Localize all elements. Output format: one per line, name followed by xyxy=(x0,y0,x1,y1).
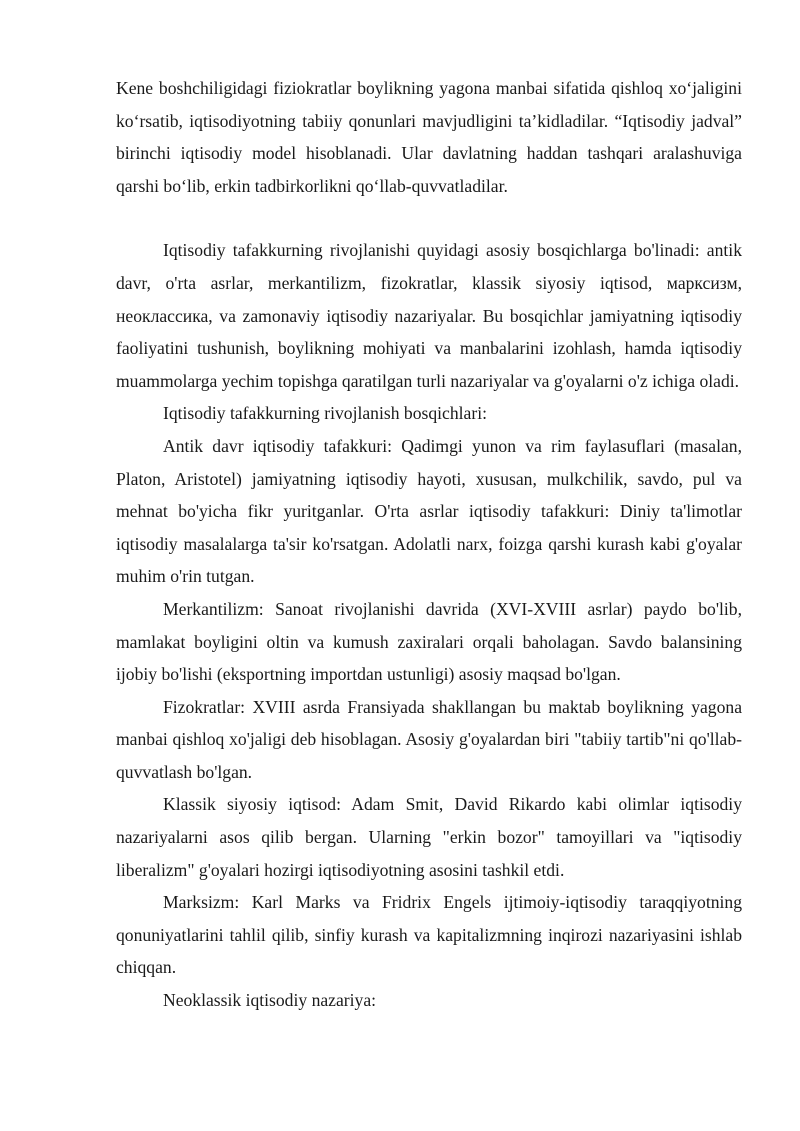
paragraph-stages-heading: Iqtisodiy tafakkurning rivojlanish bosqichlari: xyxy=(163,403,487,424)
paragraph-neoclassical: Neoklassik iqtisodiy nazariya: xyxy=(163,990,377,1011)
paragraph-antiquity: Antik davr iqtisodiy tafakkuri: Qadimgi yunon va rim faylasuflari (masalan, Platon, Aristotel) jamiyatning iqtisodiy hayoti, xususan, mulkchilik, savdo, pul va mehnat bo'yicha fikr yuritganlar. O'rta asrlar iqtisodiy tafakkuri: Diniy ta'limotlar iqtisodiy masalalarga ta'sir ko'rsatgan. Adolatli narx, foizga qarshi kurash kabi g'oyalar muhim o'rin tutgan. xyxy=(116,435,742,587)
paragraph-stages-overview: Iqtisodiy tafakkurning rivojlanishi quyidagi asosiy bosqichlarga bo'linadi: antik davr, o'rta asrlar, merkantilizm, fizokratlar, klassik siyosiy iqtisod, марксизм, неоклассика, va zamonaviy iqtisodiy nazariyalar. Bu bosqichlar jamiyatning iqtisodiy faoliyatini tushunish, boylikning mohiyati va manbalarini izohlash, hamda iqtisodiy muammolarga yechim topishga qaratilgan turli nazariyalar va g'oyalarni o'z ichiga oladi. xyxy=(116,240,742,391)
paragraph-physiocrats-intro: Kene boshchiligidagi fiziokratlar boylikning yagona manbai sifatida qishloq xo‘jaligini ko‘rsatib, iqtisodiyotning tabiiy qonunlari mavjudligini ta’kidladilar. “Iqtisodiy jadval” birinchi iqtisodiy model hisoblanadi. Ular davlatning haddan tashqari aralashuviga qarshi bo‘lib, erkin tadbirkorlikni qo‘llab-quvvatladilar. xyxy=(116,78,742,196)
paragraph-classical-economy: Klassik siyosiy iqtisod: Adam Smit, David Rikardo kabi olimlar iqtisodiy nazariyalarni asos qilib bergan. Ularning "erkin bozor" tamoyillari va "iqtisodiy liberalizm" g'oyalari hozirgi iqtisodiyotning asosini tashkil etdi. xyxy=(116,794,742,880)
document-page xyxy=(116,72,742,1017)
paragraph-physiocrats: Fizokratlar: XVIII asrda Fransiyada shakllangan bu maktab boylikning yagona manbai qishloq xo'jaligi deb hisoblagan. Asosiy g'oyalardan biri "tabiiy tartib"ni qo'llab-quvvatlash bo'lgan. xyxy=(116,696,742,782)
paragraph-mercantilism: Merkantilizm: Sanoat rivojlanishi davrida (XVI-XVIII asrlar) paydo bo'lib, mamlakat boyligini oltin va kumush zaxiralari orqali baholagan. Savdo balansining ijobiy bo'lishi (eksportning importdan ustunligi) asosiy maqsad bo'lgan. xyxy=(116,598,742,685)
paragraph-marxism: Marksizm: Karl Marks va Fridrix Engels ijtimoiy-iqtisodiy taraqqiyotning qonuniyatlarini tahlil qilib, sinfiy kurash va kapitalizmning inqirozi nazariyasini ishlab chiqqan. xyxy=(116,892,742,978)
